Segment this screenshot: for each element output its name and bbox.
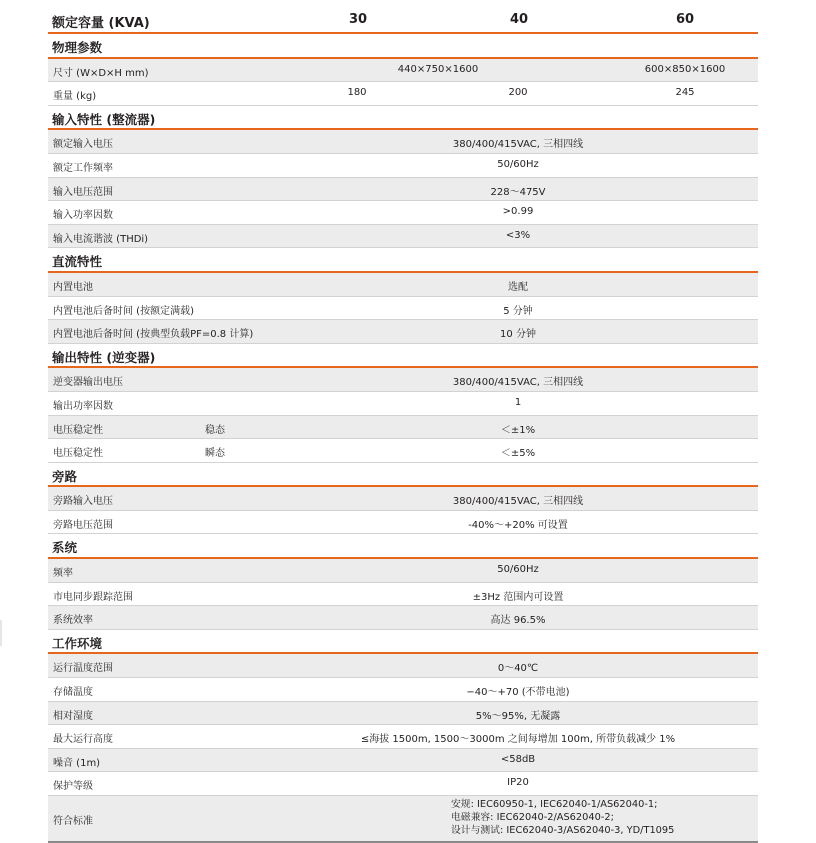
col-30: 30 (348, 12, 368, 27)
table-row: 尺寸 (W×D×H mm) 440×750×1600 600×850×1600 (48, 59, 758, 83)
table-row: 输入电压范围 228～475V (48, 178, 758, 202)
compliance-line: 电磁兼容: IEC62040-2/AS62040-2; (451, 812, 614, 823)
spec-table (48, 8, 758, 843)
table-row: 保护等级 IP20 (48, 772, 758, 796)
table-row: 输入电流谐波 (THDi) <3% (48, 225, 758, 249)
table-row: 市电同步跟踪范围 ±3Hz 范围内可设置 (48, 583, 758, 607)
table-row: 输出功率因数 1 (48, 392, 758, 416)
table-row: 最大运行高度 ≤海拔 1500m, 1500～3000m 之间每增加 100m, 所带负载减少 1% (48, 725, 758, 749)
section-title: 输入特性 (整流器) (48, 106, 758, 131)
col-60: 60 (675, 12, 695, 27)
compliance-row: 符合标准 安规: IEC60950-1, IEC62040-1/AS62040-1; 电磁兼容: IEC62040-2/AS62040-2; 设计与测试: IEC62040-3/AS62040-3, YD/T1095 (48, 796, 758, 843)
section-title: 系统 (48, 534, 758, 559)
table-row: 内置电池后备时间 (按额定满载) 5 分钟 (48, 297, 758, 321)
table-row: 额定工作频率 50/60Hz (48, 154, 758, 178)
col-40: 40 (509, 12, 529, 27)
table-row: 存储温度 −40～+70 (不带电池) (48, 678, 758, 702)
section-title: 工作环境 (48, 630, 758, 655)
table-row: 重量 (kg) 180 200 245 (48, 82, 758, 106)
table-row: 逆变器输出电压 380/400/415VAC, 三相四线 (48, 368, 758, 392)
table-row: 相对湿度 5%～95%, 无凝露 (48, 702, 758, 726)
section-title: 旁路 (48, 463, 758, 488)
table-row: 频率 50/60Hz (48, 559, 758, 583)
compliance-line: 安规: IEC60950-1, IEC62040-1/AS62040-1; (451, 799, 658, 810)
capacity-label: 额定容量 (KVA) (52, 16, 150, 31)
table-row: 输入功率因数 >0.99 (48, 201, 758, 225)
table-row: 电压稳定性 稳态 ＜±1% (48, 416, 758, 440)
table-row: 旁路输入电压 380/400/415VAC, 三相四线 (48, 487, 758, 511)
section-title: 输出特性 (逆变器) (48, 344, 758, 369)
compliance-line: 设计与测试: IEC62040-3/AS62040-3, YD/T1095 (451, 825, 675, 836)
section-title: 直流特性 (48, 248, 758, 273)
table-row: 额定输入电压 380/400/415VAC, 三相四线 (48, 130, 758, 154)
table-row: 内置电池后备时间 (按典型负载PF=0.8 计算) 10 分钟 (48, 320, 758, 344)
table-row: 噪音 (1m) <58dB (48, 749, 758, 773)
table-row: 运行温度范围 0～40℃ (48, 654, 758, 678)
table-row: 电压稳定性 瞬态 ＜±5% (48, 439, 758, 463)
table-header (48, 8, 758, 34)
table-row: 系统效率 高达 96.5% (48, 606, 758, 630)
table-row: 内置电池 选配 (48, 273, 758, 297)
section-title: 物理参数 (48, 34, 758, 59)
table-row: 旁路电压范围 -40%～+20% 可设置 (48, 511, 758, 535)
